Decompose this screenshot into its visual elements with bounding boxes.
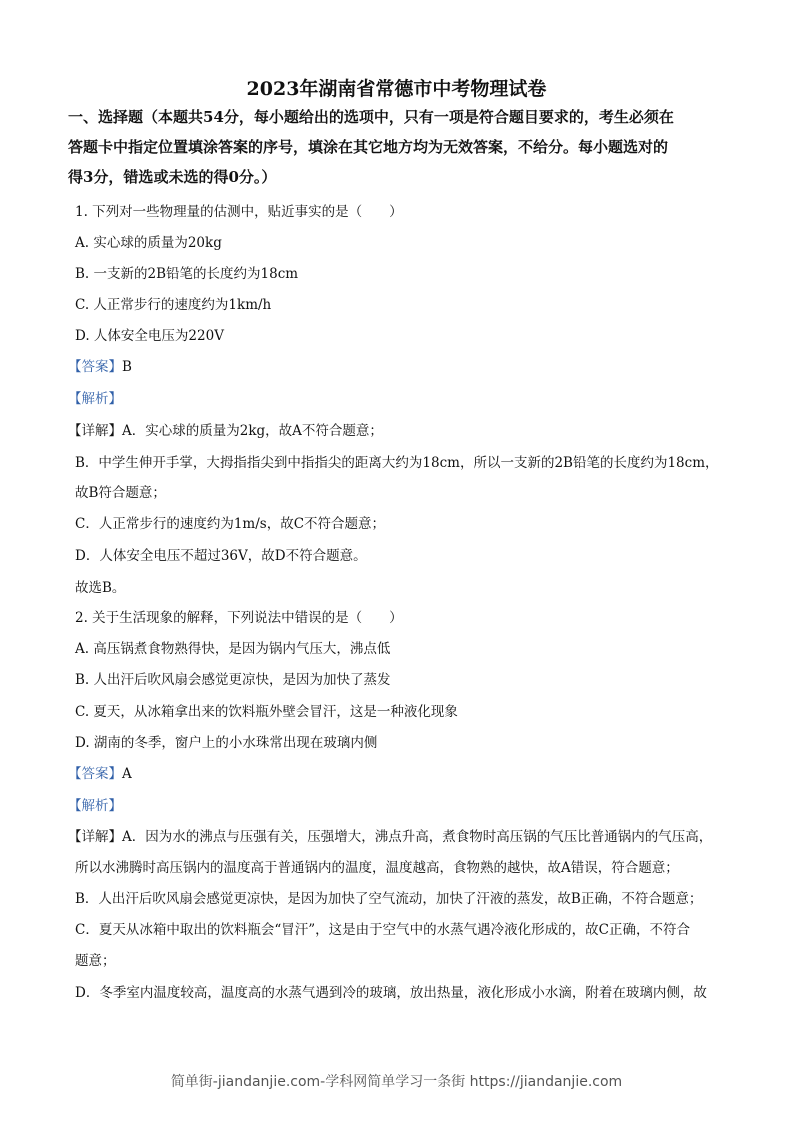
section-instructions: 得3分，错选或未选的得0分。） xyxy=(68,168,277,186)
option: A. 实心球的质量为20kg xyxy=(75,235,222,251)
question-stem: 1. 下列对一些物理量的估测中，贴近事实的是（ ） xyxy=(75,204,403,220)
answer-value: B xyxy=(122,359,132,375)
answer-line xyxy=(68,765,132,783)
detail-line xyxy=(68,422,383,440)
detail-line xyxy=(68,828,712,846)
page-title: 2023年湖南省常德市中考物理试卷 xyxy=(246,78,547,100)
option: C. 人正常步行的速度约为1km/h xyxy=(75,297,272,313)
detail-line: D．冬季室内温度较高，温度高的水蒸气遇到冷的玻璃，放出热量，液化形成小水滴，附着在玻璃内侧，故 xyxy=(75,985,707,1001)
detail-line: D．人体安全电压不超过36V，故D不符合题意。 xyxy=(75,548,367,564)
detail-line: C．夏天从冰箱中取出的饮料瓶会“冒汗”，这是由于空气中的水蒸气遇冷液化形成的，故C正确，不符合 xyxy=(75,922,690,938)
answer-value: A xyxy=(122,766,132,782)
section-instructions: 一、选择题（本题共54分，每小题给出的选项中，只有一项是符合题目要求的，考生必须在 xyxy=(68,108,674,126)
option: B. 人出汗后吹风扇会感觉更凉快，是因为加快了蒸发 xyxy=(75,672,391,688)
detail-line: B．人出汗后吹风扇会感觉更凉快，是因为加快了空气流动，加快了汗液的蒸发，故B正确，不符合题意； xyxy=(75,891,703,907)
detail-line: 故选B。 xyxy=(75,580,126,596)
detail-label: 【详解】 xyxy=(68,423,122,439)
option: B. 一支新的2B铅笔的长度约为18cm xyxy=(75,266,299,282)
detail-line: 故B符合题意； xyxy=(75,485,166,501)
question-stem: 2. 关于生活现象的解释，下列说法中错误的是（ ） xyxy=(75,610,403,626)
option: D. 人体安全电压为220V xyxy=(75,328,224,344)
detail-line: 所以水沸腾时高压锅内的温度高于普通锅内的温度，温度越高，食物熟的越快，故A错误，符合题意； xyxy=(75,860,679,876)
section-instructions: 答题卡中指定位置填涂答案的序号，填涂在其它地方均为无效答案，不给分。每小题选对的 xyxy=(68,138,669,156)
detail-line: B．中学生伸开手掌，大拇指指尖到中指指尖的距离大约为18cm，所以一支新的2B铅笔的长度约为18cm， xyxy=(75,455,719,471)
answer-label: 【答案】 xyxy=(68,766,122,782)
option: D. 湖南的冬季，窗户上的小水珠常出现在玻璃内侧 xyxy=(75,735,378,751)
detail-text: A．因为水的沸点与压强有关，压强增大，沸点升高，煮食物时高压锅的气压比普通锅内的气压高， xyxy=(122,829,713,845)
answer-label: 【答案】 xyxy=(68,359,122,375)
detail-line: 题意； xyxy=(75,953,116,969)
detail-text: A．实心球的质量为2kg，故A不符合题意； xyxy=(122,423,383,439)
option: C. 夏天，从冰箱拿出来的饮料瓶外壁会冒汗，这是一种液化现象 xyxy=(75,704,458,720)
analysis-label: 【解析】 xyxy=(68,391,122,407)
option: A. 高压锅煮食物熟得快，是因为锅内气压大，沸点低 xyxy=(75,641,391,657)
answer-line xyxy=(68,358,132,376)
detail-line: C．人正常步行的速度约为1m/s，故C不符合题意； xyxy=(75,516,386,532)
analysis-label: 【解析】 xyxy=(68,798,122,814)
footer-watermark: 简单街-jiandanjie.com-学科网简单学习一条街 https://jiandanjie.com xyxy=(170,1074,623,1090)
detail-label: 【详解】 xyxy=(68,829,122,845)
